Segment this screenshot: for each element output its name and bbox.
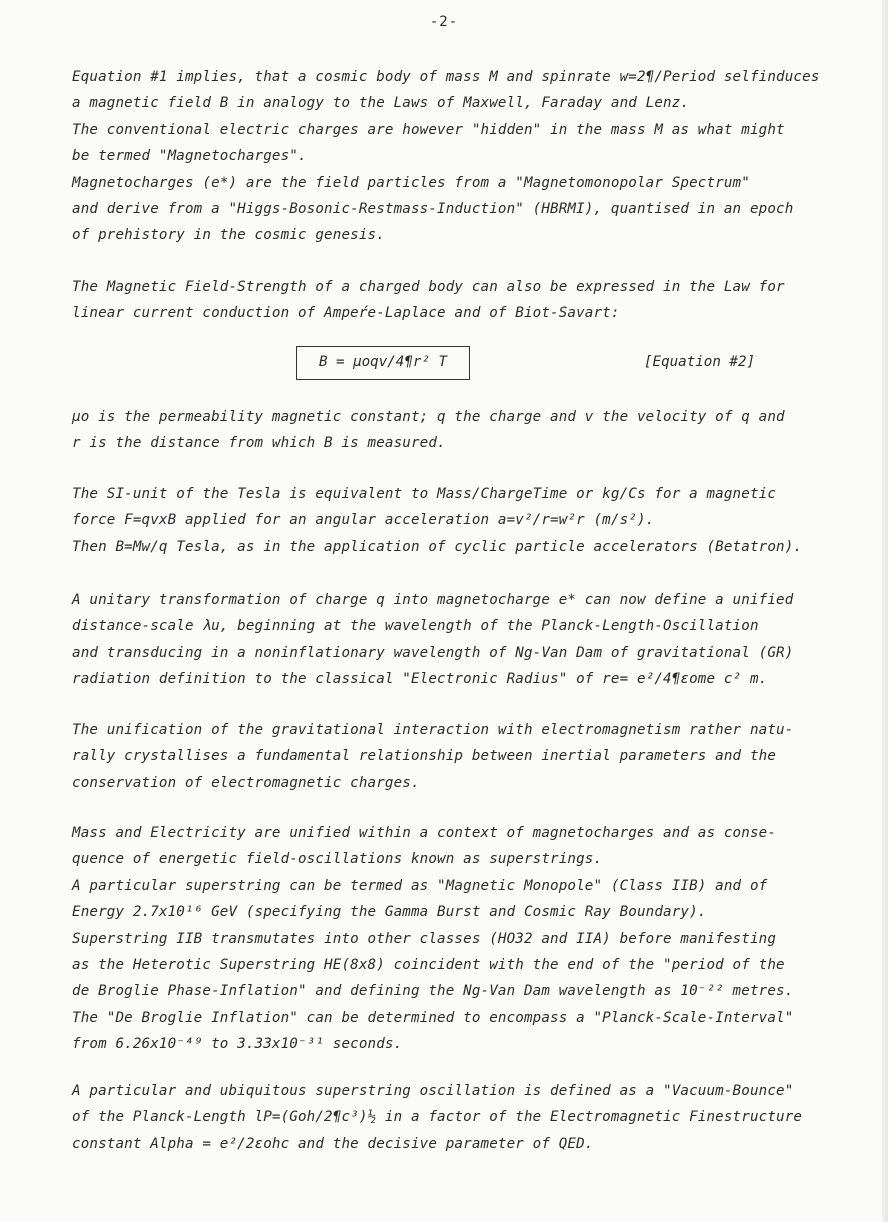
- text-line: Mass and Electricity are unified within a context of magnetocharges and as conse-: [72, 825, 777, 841]
- text-line: Then B=Mw/q Tesla, as in the application of cyclic particle accelerators (Betatron).: [72, 538, 803, 555]
- paragraph-6: [72, 717, 832, 796]
- text-line: The Magnetic Field-Strength of a charged body can also be expressed in the Law for: [72, 279, 785, 295]
- text-line: distance-scale λu, beginning at the wavelength of the Planck-Length-Oscillation: [72, 618, 759, 635]
- text-line: of prehistory in the cosmic genesis.: [72, 227, 385, 244]
- text-line: A unitary transformation of charge q into magnetocharge e* can now define a unified: [72, 592, 794, 608]
- paragraph-1: [72, 64, 832, 249]
- text-line: rally crystallises a fundamental relationship between inertial parameters and the: [72, 748, 777, 765]
- paragraph-4: [72, 481, 832, 560]
- text-line: Superstring IIB transmutates into other classes (HO32 and IIA) before manifesting: [72, 930, 777, 947]
- text-line: a magnetic field B in analogy to the Laws of Maxwell, Faraday and Lenz.: [72, 95, 690, 112]
- text-line: conservation of electromagnetic charges.: [72, 774, 420, 791]
- text-line: be termed "Magnetocharges".: [72, 148, 307, 165]
- text-line: linear current conduction of Ampeŕe-Laplace and of Biot-Savart:: [72, 305, 620, 322]
- text-line: as the Heterotic Superstring HE(8x8) coincident with the end of the "period of the: [72, 956, 785, 973]
- text-line: A particular superstring can be termed as "Magnetic Monopole" (Class IIB) and of: [72, 877, 768, 894]
- page-number: -2-: [429, 14, 459, 30]
- text-line: quence of energetic field-oscillations known as superstrings.: [72, 851, 603, 868]
- paragraph-3: [72, 404, 832, 457]
- text-line: The SI-unit of the Tesla is equivalent to Mass/ChargeTime or kg/Cs for a magnetic: [72, 486, 777, 502]
- text-line: Energy 2.7x10¹⁶ GeV (specifying the Gamma Burst and Cosmic Ray Boundary).: [72, 904, 707, 921]
- text-line: and derive from a "Higgs-Bosonic-Restmass-Induction" (HBRMI), quantised in an epoch: [72, 200, 794, 217]
- equation-box: B = μoqv/4¶r² T: [296, 346, 470, 380]
- text-line: constant Alpha = e²/2εohc and the decisive parameter of QED.: [72, 1135, 594, 1152]
- text-line: radiation definition to the classical "Electronic Radius" of re= e²/4¶εome c² m.: [72, 671, 768, 688]
- text-line: Equation #1 implies, that a cosmic body of mass M and spinrate w=2¶/Period selfinduces: [72, 69, 820, 85]
- paragraph-5: [72, 587, 832, 693]
- paragraph-8: [72, 1078, 832, 1157]
- text-line: A particular and ubiquitous superstring oscillation is defined as a "Vacuum-Bounce": [72, 1083, 794, 1099]
- text-line: de Broglie Phase-Inflation" and defining the Ng-Van Dam wavelength as 10⁻²² metres.: [72, 983, 794, 1000]
- text-line: Magnetocharges (e*) are the field particles from a "Magnetomonopolar Spectrum": [72, 174, 750, 191]
- equation-label: [Equation #2]: [644, 354, 756, 370]
- paragraph-2: [72, 274, 832, 327]
- text-line: of the Planck-Length lP=(Goh/2¶c³)½ in a factor of the Electromagnetic Finestructure: [72, 1109, 803, 1126]
- text-line: μo is the permeability magnetic constant; q the charge and v the velocity of q and: [72, 409, 785, 425]
- text-line: r is the distance from which B is measured.: [72, 435, 446, 452]
- scan-edge: [882, 0, 888, 1222]
- text-line: The "De Broglie Inflation" can be determined to encompass a "Planck-Scale-Interval": [72, 1009, 794, 1026]
- text-line: The unification of the gravitational interaction with electromagnetism rather natu-: [72, 722, 794, 738]
- text-line: from 6.26x10⁻⁴⁹ to 3.33x10⁻³¹ seconds.: [72, 1036, 403, 1053]
- text-line: The conventional electric charges are however "hidden" in the mass M as what might: [72, 121, 785, 138]
- text-line: and transducing in a noninflationary wavelength of Ng-Van Dam of gravitational (GR): [72, 644, 794, 661]
- text-line: force F=qvxB applied for an angular acceleration a=v²/r=w²r (m/s²).: [72, 512, 655, 529]
- paragraph-7: [72, 820, 832, 1058]
